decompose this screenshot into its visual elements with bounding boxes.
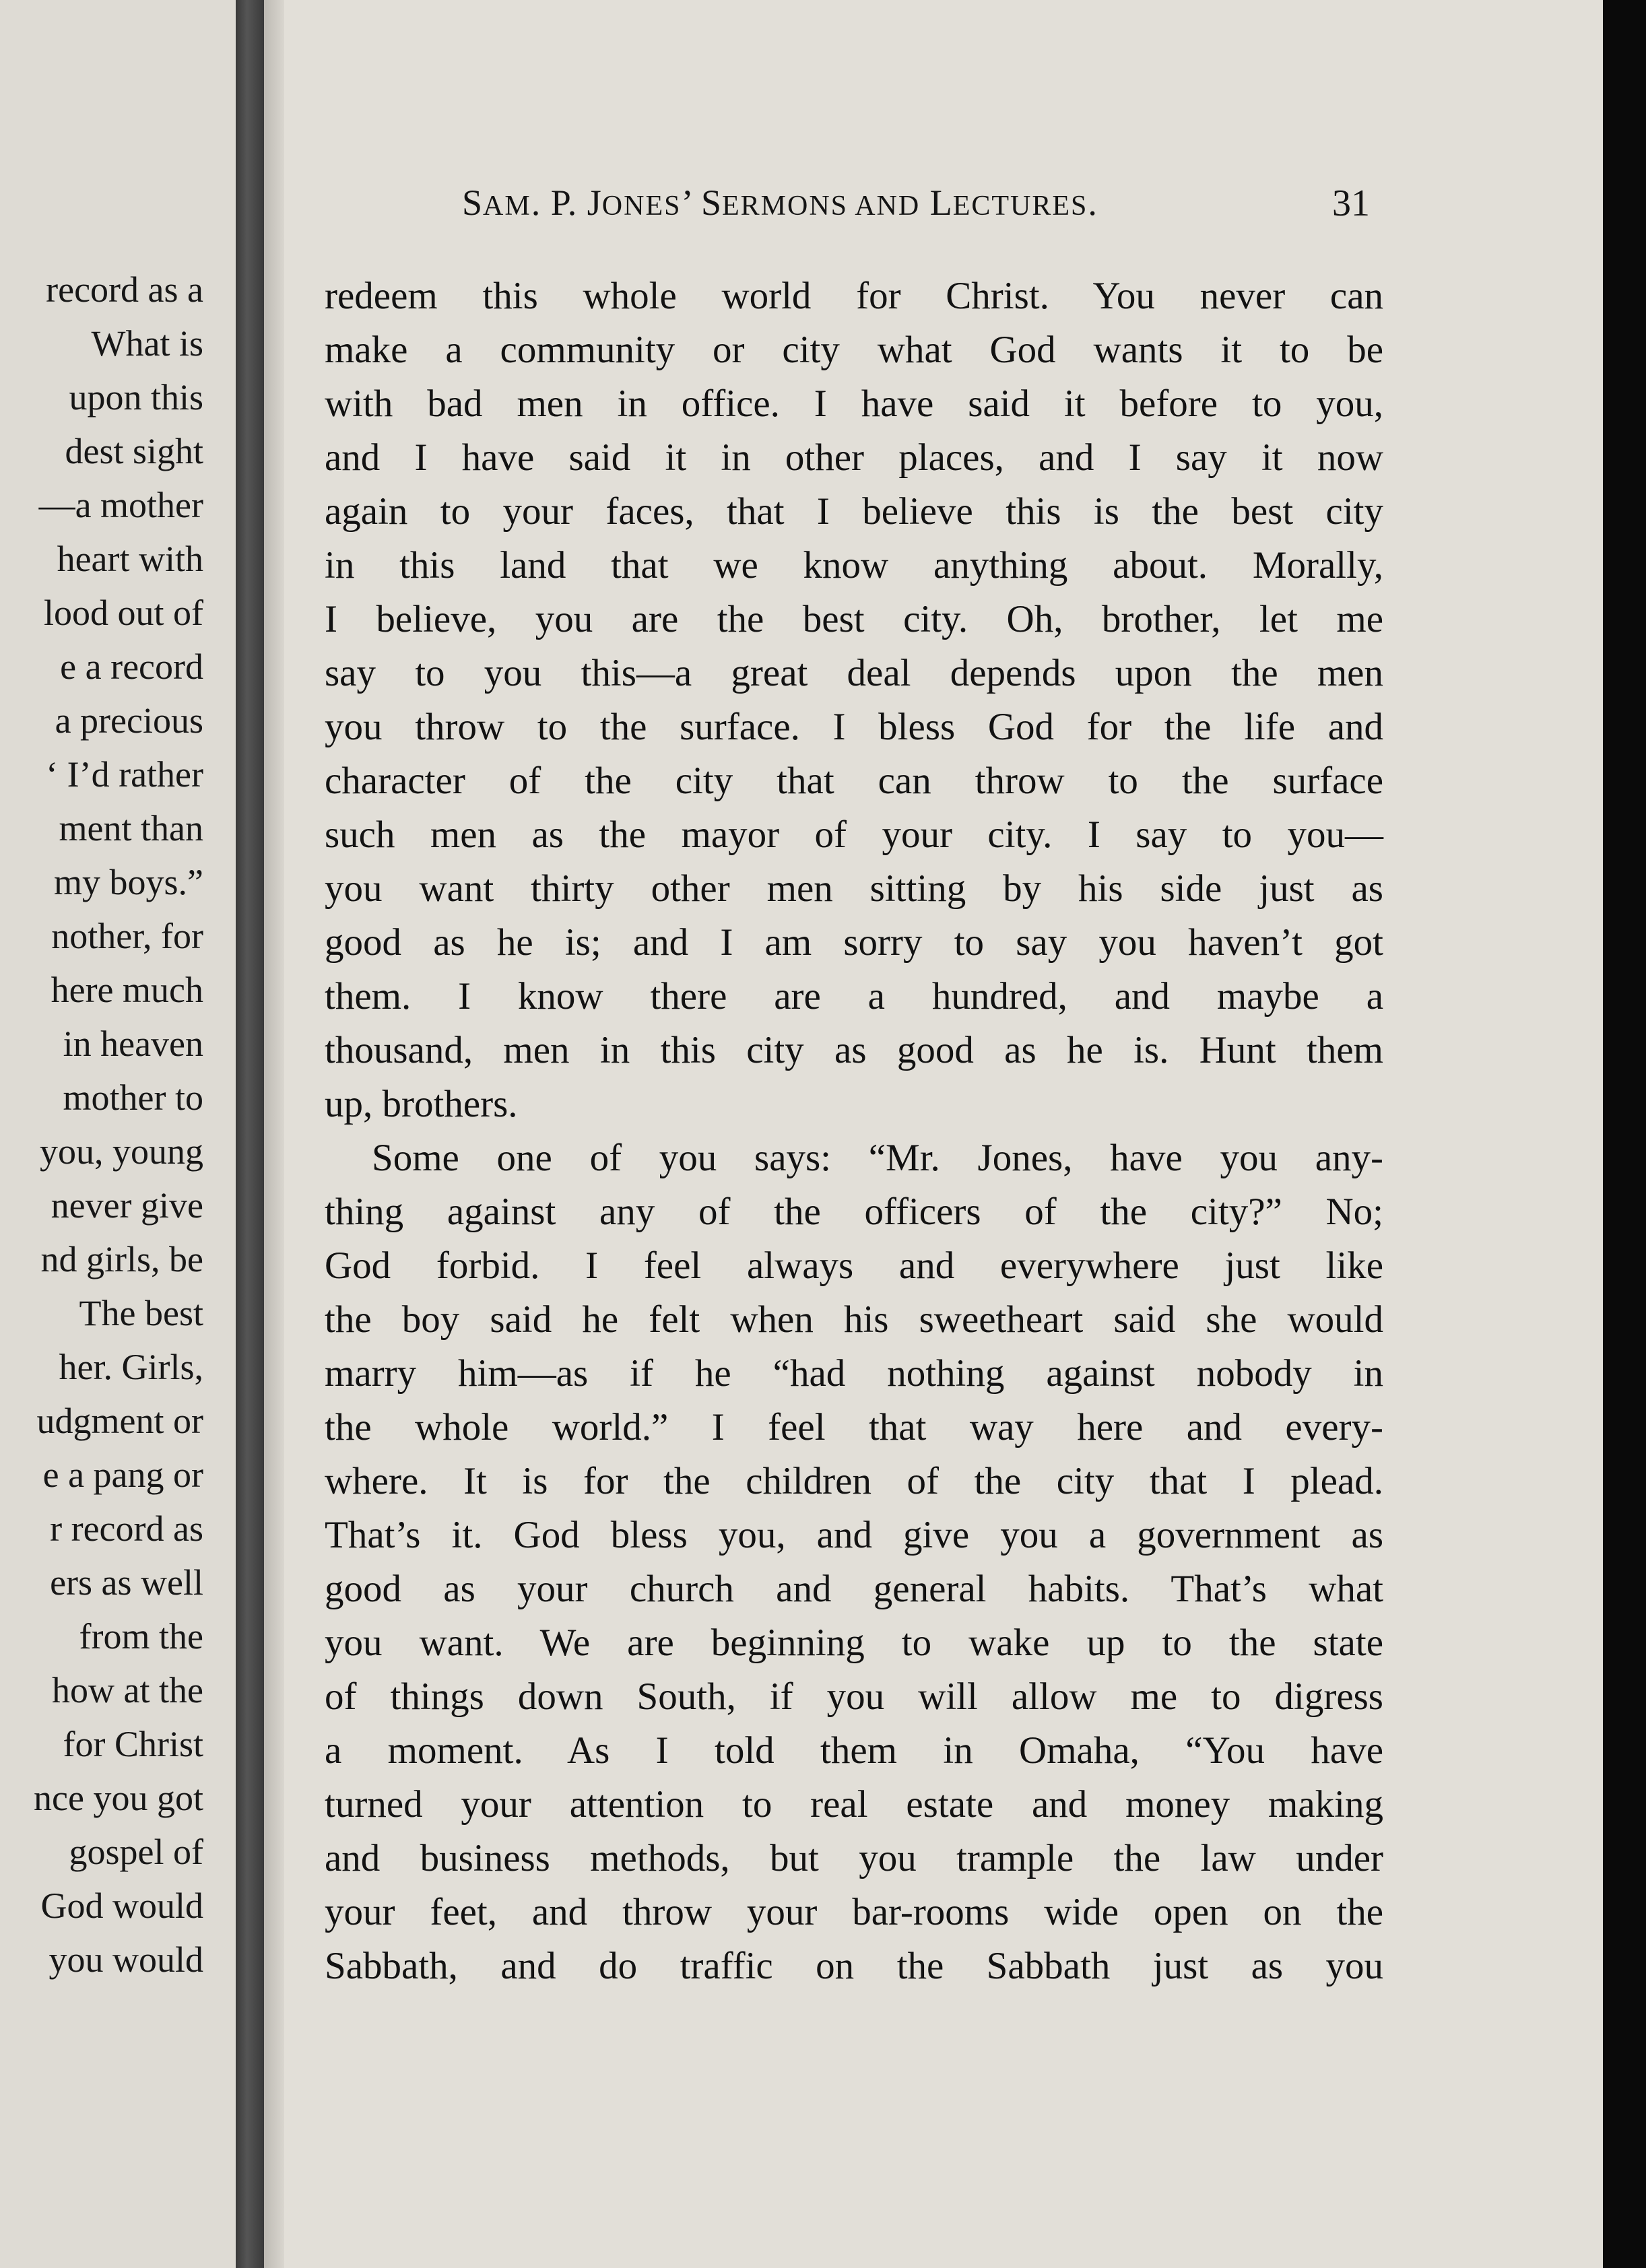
body-text-line: thousand, men in this city as good as he is. Hunt them <box>325 1029 1383 1071</box>
left-page <box>0 0 236 2268</box>
left-page-line: e a pang or <box>42 1455 203 1495</box>
left-page-line: gospel of <box>69 1832 203 1872</box>
running-head-part: ONES <box>601 191 682 222</box>
left-page-line: her. Girls, <box>59 1347 203 1387</box>
left-page-line: What is <box>91 323 203 364</box>
body-text-line: the boy said he felt when his sweetheart said she would <box>325 1298 1383 1341</box>
body-text-line: in this land that we know anything about. Morally, <box>325 544 1383 587</box>
body-text-line: the whole world.” I feel that way here and every- <box>325 1406 1383 1448</box>
body-text-line: make a community or city what God wants it to be <box>325 329 1383 371</box>
left-page-line: r record as <box>50 1508 203 1549</box>
left-page-line: record as a <box>46 269 203 310</box>
left-page-line: God would <box>40 1886 203 1926</box>
left-page-line: —a mother <box>38 485 203 525</box>
left-page-line: a precious <box>55 700 203 741</box>
body-text-line: say to you this—a great deal depends upon the men <box>325 652 1383 694</box>
body-text-line: your feet, and throw your bar-rooms wide open on the <box>325 1891 1383 1933</box>
left-page-line: for Christ <box>63 1724 203 1764</box>
running-head-part: . <box>1088 182 1098 223</box>
left-page-line: mother to <box>63 1077 203 1118</box>
left-page-line: nd girls, be <box>40 1239 203 1279</box>
running-head-part: . P. J <box>531 182 602 223</box>
left-page-line: how at the <box>52 1670 203 1710</box>
left-page-line: lood out of <box>44 593 203 633</box>
left-page-line: udgment or <box>36 1401 203 1441</box>
left-page-line: ment than <box>59 808 203 848</box>
body-text-line: of things down South, if you will allow me to digress <box>325 1675 1383 1718</box>
running-head <box>462 182 1098 223</box>
body-text-line: thing against any of the officers of the city?” No; <box>325 1191 1383 1233</box>
body-text-line: such men as the mayor of your city. I say to you— <box>325 813 1383 856</box>
left-page-line: you would <box>48 1939 203 1980</box>
running-head-part: L <box>920 182 953 223</box>
left-page-line: heart with <box>57 539 203 579</box>
left-page-line: The best <box>79 1293 203 1333</box>
body-text-line: them. I know there are a hundred, and maybe a <box>325 975 1383 1018</box>
page-number: 31 <box>1332 182 1370 224</box>
body-text-line: you throw to the surface. I bless God for the life and <box>325 706 1383 748</box>
left-page-line: ‘ I’d rather <box>46 754 203 795</box>
body-text-line: character of the city that can throw to the surface <box>325 760 1383 802</box>
body-text-line: and business methods, but you trample the law under <box>325 1837 1383 1879</box>
body-text-line: I believe, you are the best city. Oh, brother, let me <box>325 598 1383 640</box>
body-text-line: with bad men in office. I have said it before to you, <box>325 382 1383 425</box>
left-page-line: in heaven <box>63 1024 203 1064</box>
body-text-line: redeem this whole world for Christ. You never can <box>325 275 1383 317</box>
left-page-line: nother, for <box>51 916 203 956</box>
left-page-line: upon this <box>69 377 203 418</box>
left-page-line: dest sight <box>65 431 203 471</box>
left-page-line: nce you got <box>34 1778 203 1818</box>
body-text-line: you want thirty other men sitting by his side just as <box>325 867 1383 910</box>
left-page-line: from the <box>79 1616 203 1657</box>
body-text-line: you want. We are beginning to wake up to the state <box>325 1622 1383 1664</box>
left-page-line: never give <box>51 1185 203 1226</box>
left-page-line: here much <box>51 970 203 1010</box>
body-text-line: Sabbath, and do traffic on the Sabbath just as you <box>325 1945 1383 1987</box>
body-text-line: Some one of you says: “Mr. Jones, have you any- <box>372 1137 1383 1179</box>
body-text-line: God forbid. I feel always and everywhere just like <box>325 1244 1383 1287</box>
body-text-line: and I have said it in other places, and I say it now <box>325 436 1383 479</box>
left-page-line: you, young <box>40 1131 203 1172</box>
running-head-part: ECTURES <box>952 191 1088 222</box>
left-page-line: e a record <box>60 646 203 687</box>
running-head-part: ’ S <box>681 182 722 223</box>
body-text-line: That’s it. God bless you, and give you a government as <box>325 1514 1383 1556</box>
running-head-part: AM <box>483 191 531 222</box>
scan-right-border <box>1603 0 1646 2268</box>
body-text-line: turned your attention to real estate and money making <box>325 1783 1383 1826</box>
body-text-line: good as he is; and I am sorry to say you haven’t got <box>325 921 1383 964</box>
body-text-line: good as your church and general habits. That’s what <box>325 1568 1383 1610</box>
body-text-line: a moment. As I told them in Omaha, “You have <box>325 1729 1383 1772</box>
body-text-line: where. It is for the children of the city that I plead. <box>325 1460 1383 1502</box>
book-gutter <box>236 0 264 2268</box>
running-head-part: S <box>462 182 484 223</box>
body-text-line: again to your faces, that I believe this is the best city <box>325 490 1383 533</box>
gutter-shadow <box>264 0 284 2268</box>
running-head-part: ERMONS AND <box>722 191 921 222</box>
body-text-line: marry him—as if he “had nothing against nobody in <box>325 1352 1383 1395</box>
left-page-line: my boys.” <box>54 862 203 902</box>
body-text-line: up, brothers. <box>325 1083 518 1125</box>
left-page-line: ers as well <box>50 1562 203 1603</box>
